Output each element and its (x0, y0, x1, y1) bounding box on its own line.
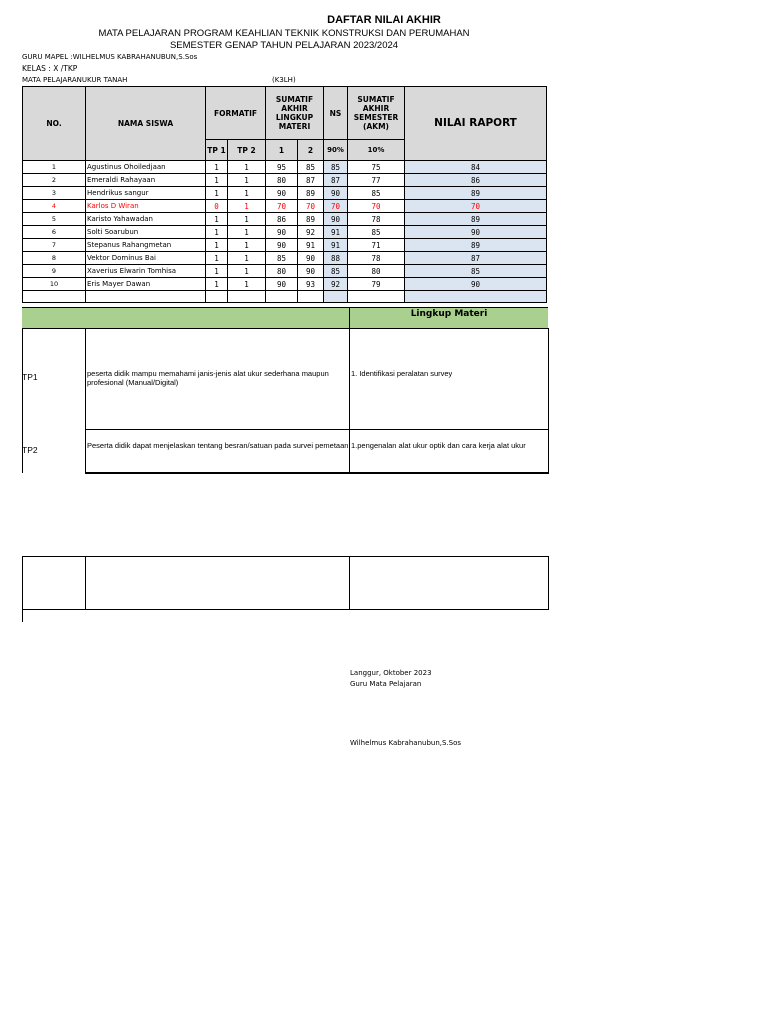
row-lm1: 85 (266, 252, 298, 265)
signer-role: Guru Mata Pelajaran (350, 680, 422, 688)
blank-cell (348, 291, 405, 303)
row-akm: 85 (348, 226, 405, 239)
row-nama: Eris Mayer Dawan (86, 278, 206, 291)
row-lm2: 93 (298, 278, 324, 291)
grade-rows (23, 161, 547, 291)
row-tp1: 1 (206, 213, 228, 226)
row-lm1: 86 (266, 213, 298, 226)
header-sumatif-semester: SUMATIF AKHIR SEMESTER (AKM) (348, 87, 405, 140)
header-sumatif-lingkup: SUMATIF AKHIR LINGKUP MATERI (266, 87, 324, 140)
row-tp2: 1 (228, 174, 266, 187)
row-ns: 91 (324, 226, 348, 239)
table-row (23, 226, 547, 239)
row-akm: 75 (348, 161, 405, 174)
tp-bottom-border (85, 472, 549, 474)
tp-border-mid2 (349, 328, 350, 473)
blank-cell (228, 291, 266, 303)
row-akm: 78 (348, 213, 405, 226)
row-raport: 86 (405, 174, 547, 187)
row-tp1: 1 (206, 265, 228, 278)
row-lm2: 89 (298, 213, 324, 226)
header-akm-pct: 10% (348, 140, 405, 161)
row-raport: 84 (405, 161, 547, 174)
tp-border-mid1 (85, 328, 86, 473)
class-label: KELAS : X /TKP (22, 64, 78, 73)
row-lm1: 80 (266, 265, 298, 278)
header-tp1: TP 1 (206, 140, 228, 161)
subtitle-semester: SEMESTER GENAP TAHUN PELAJARAN 2023/2024 (169, 40, 399, 51)
row-raport: 87 (405, 252, 547, 265)
row-tp2: 1 (228, 226, 266, 239)
header-nilai-raport: NILAI RAPORT (405, 87, 547, 161)
row-ns: 91 (324, 239, 348, 252)
row-nama: Solti Soarubun (86, 226, 206, 239)
page-title: DAFTAR NILAI AKHIR (327, 14, 441, 26)
row-raport: 89 (405, 239, 547, 252)
row-akm: 77 (348, 174, 405, 187)
header-tp2: TP 2 (228, 140, 266, 161)
row-lm1: 90 (266, 278, 298, 291)
blank-cell (266, 291, 298, 303)
signer-name: Wilhelmus Kabrahanubun,S.Sos (350, 739, 462, 747)
header-ns-pct: 90% (324, 140, 348, 161)
place-date: Langgur, Oktober 2023 (350, 669, 432, 677)
row-raport: 90 (405, 226, 547, 239)
row-akm: 71 (348, 239, 405, 252)
row-lm2: 89 (298, 187, 324, 200)
header-lm1: 1 (266, 140, 298, 161)
table-row (23, 213, 547, 226)
tp2-tujuan: Peserta didik dapat menjelaskan tentang besran/satuan pada survei pemetaan (87, 441, 349, 450)
tp1-materi: 1. Identifikasi peralatan survey (351, 369, 453, 378)
row-tp1: 1 (206, 252, 228, 265)
row-ns: 88 (324, 252, 348, 265)
blank-cell (405, 291, 547, 303)
blank-cell (86, 291, 206, 303)
row-akm: 78 (348, 252, 405, 265)
table-row (23, 239, 547, 252)
empty-box-divider1 (85, 556, 86, 610)
row-tp2: 1 (228, 200, 266, 213)
row-tp2: 1 (228, 278, 266, 291)
tp-row-divider (85, 429, 549, 430)
row-tp1: 1 (206, 226, 228, 239)
row-tp1: 1 (206, 161, 228, 174)
empty-box (22, 556, 549, 610)
row-no: 1 (23, 161, 86, 174)
table-row (23, 174, 547, 187)
row-raport: 85 (405, 265, 547, 278)
table-row (23, 200, 547, 213)
row-ns: 85 (324, 265, 348, 278)
row-lm1: 90 (266, 239, 298, 252)
row-tp2: 1 (228, 239, 266, 252)
row-no: 2 (23, 174, 86, 187)
row-lm2: 90 (298, 265, 324, 278)
row-akm: 70 (348, 200, 405, 213)
row-nama: Vektor Dominus Bai (86, 252, 206, 265)
row-tp2: 1 (228, 252, 266, 265)
row-no: 8 (23, 252, 86, 265)
row-nama: Hendrikus sangur (86, 187, 206, 200)
row-nama: Xaverius Elwarin Tomhisa (86, 265, 206, 278)
subject-code: (K3LH) (272, 76, 296, 84)
row-lm2: 70 (298, 200, 324, 213)
row-ns: 87 (324, 174, 348, 187)
row-no: 9 (23, 265, 86, 278)
row-lm1: 95 (266, 161, 298, 174)
row-tp1: 1 (206, 278, 228, 291)
row-tp2: 1 (228, 213, 266, 226)
row-lm2: 90 (298, 252, 324, 265)
row-ns: 90 (324, 187, 348, 200)
tp1-tujuan: peserta didik mampu memahami janis-jenis alat ukur sederhana maupun profesional (Manual/Digital) (87, 369, 329, 387)
row-lm1: 90 (266, 187, 298, 200)
lingkup-materi-title: Lingkup Materi (410, 309, 488, 319)
row-ns: 92 (324, 278, 348, 291)
header-formatif: FORMATIF (206, 87, 266, 140)
header-lm2: 2 (298, 140, 324, 161)
table-row (23, 265, 547, 278)
row-lm2: 87 (298, 174, 324, 187)
row-akm: 80 (348, 265, 405, 278)
blank-cell (206, 291, 228, 303)
row-tp1: 0 (206, 200, 228, 213)
empty-box-tail (22, 609, 23, 622)
header-no: NO. (23, 87, 86, 161)
tp2-materi: 1.pengenalan alat ukur optik dan cara kerja alat ukur (351, 441, 526, 450)
table-row (23, 161, 547, 174)
row-nama: Emeraldi Rahayaan (86, 174, 206, 187)
row-akm: 79 (348, 278, 405, 291)
table-row (23, 187, 547, 200)
blank-cell (324, 291, 348, 303)
row-ns: 70 (324, 200, 348, 213)
row-nama: Agustinus Ohoiledjaan (86, 161, 206, 174)
row-tp1: 1 (206, 187, 228, 200)
tp1-code: TP1 (22, 372, 38, 382)
table-row (23, 252, 547, 265)
row-nama: Karisto Yahawadan (86, 213, 206, 226)
row-no: 7 (23, 239, 86, 252)
subtitle-program: MATA PELAJARAN PROGRAM KEAHLIAN TEKNIK KONSTRUKSI DAN PERUMAHAN (98, 28, 470, 39)
row-lm2: 91 (298, 239, 324, 252)
row-tp2: 1 (228, 187, 266, 200)
row-no: 3 (23, 187, 86, 200)
row-no: 6 (23, 226, 86, 239)
row-no: 10 (23, 278, 86, 291)
header-ns: NS (324, 87, 348, 140)
row-lm2: 85 (298, 161, 324, 174)
row-raport: 90 (405, 278, 547, 291)
tp-border-right (548, 328, 549, 473)
row-raport: 70 (405, 200, 547, 213)
teacher-label: GURU MAPEL :WILHELMUS KABRAHANUBUN,S.Sos (22, 53, 198, 61)
row-ns: 85 (324, 161, 348, 174)
row-lm1: 80 (266, 174, 298, 187)
row-lm1: 70 (266, 200, 298, 213)
blank-row (23, 291, 547, 303)
row-ns: 90 (324, 213, 348, 226)
header-nama-siswa: NAMA SISWA (86, 87, 206, 161)
row-no: 4 (23, 200, 86, 213)
row-tp1: 1 (206, 239, 228, 252)
blank-cell (298, 291, 324, 303)
grades-table (22, 86, 547, 303)
row-raport: 89 (405, 187, 547, 200)
empty-box-divider2 (349, 556, 350, 610)
table-row (23, 278, 547, 291)
tp2-code: TP2 (22, 445, 38, 455)
row-nama: Stepanus Rahangmetan (86, 239, 206, 252)
blank-cell (23, 291, 86, 303)
row-no: 5 (23, 213, 86, 226)
row-nama: Karlos D Wiran (86, 200, 206, 213)
row-tp1: 1 (206, 174, 228, 187)
subject-label: MATA PELAJARANUKUR TANAH (22, 76, 128, 84)
row-raport: 89 (405, 213, 547, 226)
row-tp2: 1 (228, 161, 266, 174)
row-tp2: 1 (228, 265, 266, 278)
row-lm2: 92 (298, 226, 324, 239)
lingkup-materi-bar (22, 307, 548, 329)
row-akm: 85 (348, 187, 405, 200)
row-lm1: 90 (266, 226, 298, 239)
